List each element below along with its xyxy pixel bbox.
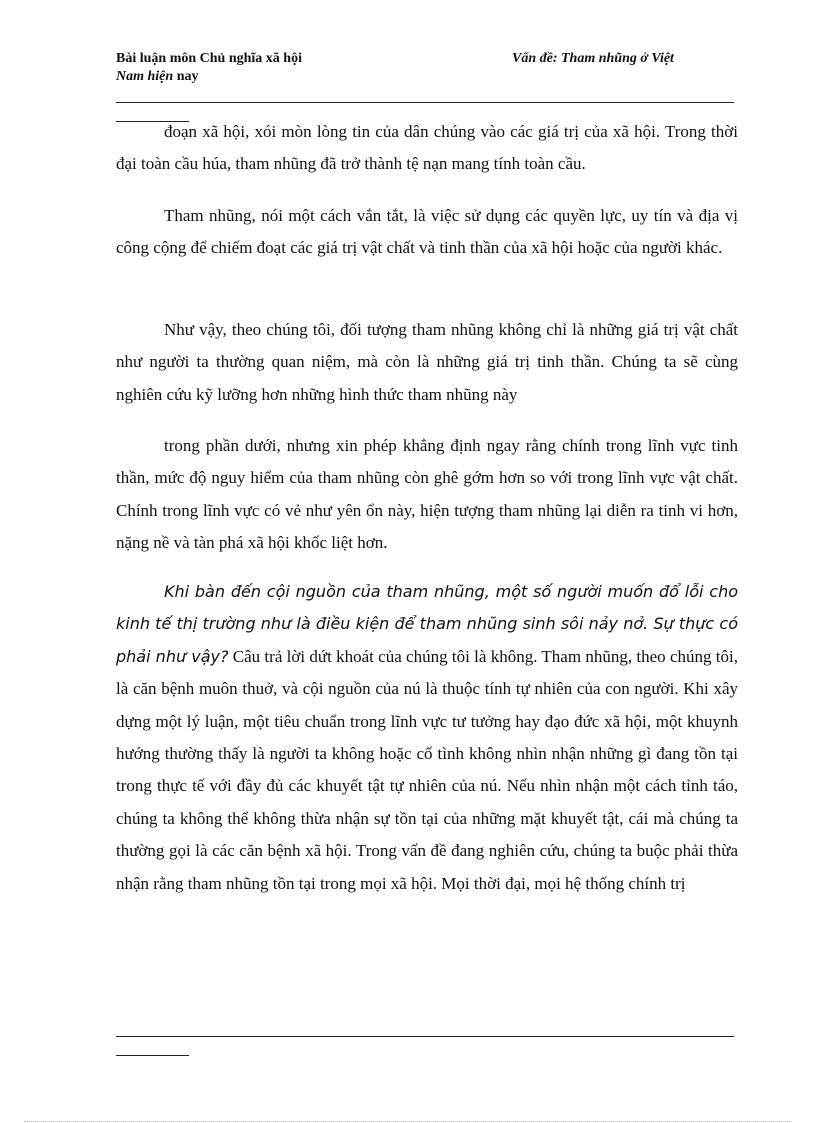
header-course-title: Bài luận môn Chủ nghĩa xã hội	[116, 51, 302, 66]
header-topic: Vấn đề: Tham nhũng ở Việt	[512, 51, 674, 66]
paragraph-2	[116, 200, 738, 265]
footer-rule-short	[116, 1055, 189, 1056]
paragraph-4	[116, 430, 738, 560]
header-rule	[116, 102, 734, 103]
paragraph-3-text: Như vậy, theo chúng tôi, đối tượng tham nhũng không chỉ là những giá trị vật chất như người ta thường quan niệm, mà còn là những giá trị tinh thần. Chúng ta sẽ cùng nghiên cứu kỹ lưỡng hơn những hình thức tham nhũng này	[116, 320, 738, 404]
paragraph-4-text: trong phần dưới, nhưng xin phép khẳng định ngay rằng chính trong lĩnh vực tinh thần, mức độ nguy hiểm của tham nhũng còn ghê gớm hơn so với trong lĩnh vực vật chất. Chính trong lĩnh vực có vẻ như yên ổn này, hiện tượng tham nhũng lại diễn ra tinh vi hơn, nặng nề và tàn phá xã hội khốc liệt hơn.	[116, 436, 738, 553]
paragraph-5-text	[116, 576, 738, 900]
paragraph-1-text: đoạn xã hội, xói mòn lòng tin của dân chúng vào các giá trị của xã hội. Trong thời đại toàn cầu húa, tham nhũng đã trở thành tệ nạn mang tính toàn cầu.	[116, 122, 738, 174]
header-course-title-cont	[116, 68, 456, 86]
header-course-title-italic: Nam hiện	[116, 69, 174, 84]
paragraph-5	[116, 576, 738, 900]
page-edge	[24, 1121, 792, 1122]
footer-rule	[116, 1036, 734, 1037]
paragraph-5-italic: Khi bàn đến cội nguồn của tham nhũng, một số người muốn đổ lỗi cho kinh tế thị trường như là điều kiện để tham nhũng sinh sôi nảy nở. Sự thực có phải như vậy?	[116, 582, 738, 666]
paragraph-5-rest: Câu trả lời dứt khoát của chúng tôi là không. Tham nhũng, theo chúng tôi, là căn bệnh muôn thuở, và cội nguồn của nú là thuộc tính tự nhiên của con người. Khi xây dựng một lý luận, một tiêu chuẩn trong lĩnh vực tư tưởng hay đạo đức xã hội, một khuynh hướng thường thấy là người ta không hoặc cố tình không nhìn nhận những gì đang tồn tại trong thực tế với đầy đủ các khuyết tật tự nhiên của nú. Nếu nhìn nhận một cách tỉnh táo, chúng ta không thể không thừa nhận sự tồn tại của những mặt khuyết tật, cái mà chúng ta thường gọi là các căn bệnh xã hội. Trong vấn đề đang nghiên cứu, chúng ta buộc phải thừa nhận rằng tham nhũng tồn tại trong mọi xã hội. Mọi thời đại, mọi hệ thống chính trị	[116, 646, 739, 893]
header-left	[116, 50, 456, 86]
paragraph-3	[116, 314, 738, 411]
paragraph-1	[116, 116, 738, 181]
header-course-title-rest: nay	[173, 69, 199, 84]
paragraph-2-text: Tham nhũng, nói một cách vắn tắt, là việc sử dụng các quyền lực, uy tín và địa vị công cộng để chiếm đoạt các giá trị vật chất và tinh thần của xã hội hoặc của người khác.	[116, 206, 738, 258]
